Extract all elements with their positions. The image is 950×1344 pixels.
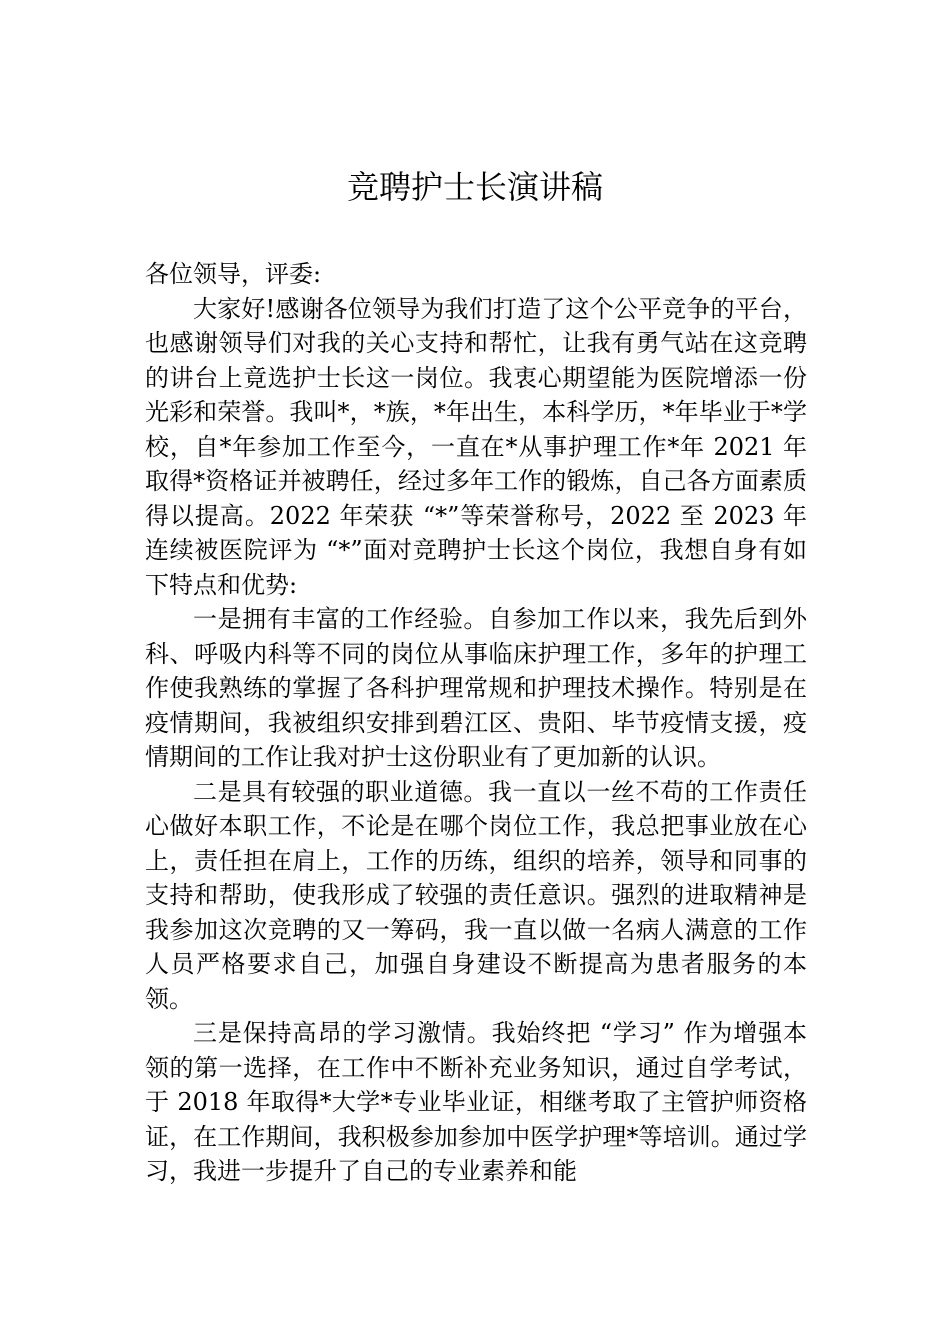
salutation: 各位领导，评委: — [145, 260, 322, 288]
paragraph-experience: 一是拥有丰富的工作经验。自参加工作以来，我先后到外科、呼吸内科等不同的岗位从事临床护理工作，多年的护理工作使我熟练的掌握了各科护理常规和护理技术操作。特别是在疫情期间，我被组织安排到碧江区、贵阳、毕节疫情支援，疫情期间的工作让我对护士这份职业有了更加新的认识。 — [145, 605, 807, 771]
document-body — [145, 257, 807, 1189]
paragraph-intro: 大家好!感谢各位领导为我们打造了这个公平竞争的平台，也感谢领导们对我的关心支持和帮忙，让我有勇气站在这竞聘的讲台上竟选护士长这一岗位。我衷心期望能为医院增添一份光彩和荣誉。我叫*，*族，*年出生，本科学历，*年毕业于*学校，自*年参加工作至今，一直在*从事护理工作*年 2021 年取得*资格证并被聘任，经过多年工作的锻炼，自己各方面素质得以提高。2022 年荣获 “*”等荣誉称号，2022 至 2023 年连续被医院评为 “*”面对竞聘护士长这个岗位，我想自身有如下特点和优势: — [145, 294, 807, 599]
paragraph-ethics: 二是具有较强的职业道德。我一直以一丝不苟的工作责任心做好本职工作，不论是在哪个岗位工作，我总把事业放在心上，责任担在肩上，工作的历练，组织的培养，领导和同事的支持和帮助，使我形成了较强的责任意识。强烈的进取精神是我参加这次竞聘的又一筹码，我一直以做一名病人满意的工作人员严格要求自己，加强自身建设不断提高为患者服务的本领。 — [145, 777, 807, 1013]
paragraph-learning: 三是保持高昂的学习激情。我始终把 “学习” 作为增强本领的第一选择，在工作中不断补充业务知识，通过自学考试，于 2018 年取得*大学*专业毕业证，相继考取了主管护师资格证，在工作期间，我积极参加参加中医学护理*等培训。通过学习，我进一步提升了自己的专业素养和能 — [145, 1019, 807, 1185]
document-title: 竞聘护士长演讲稿 — [346, 168, 603, 206]
